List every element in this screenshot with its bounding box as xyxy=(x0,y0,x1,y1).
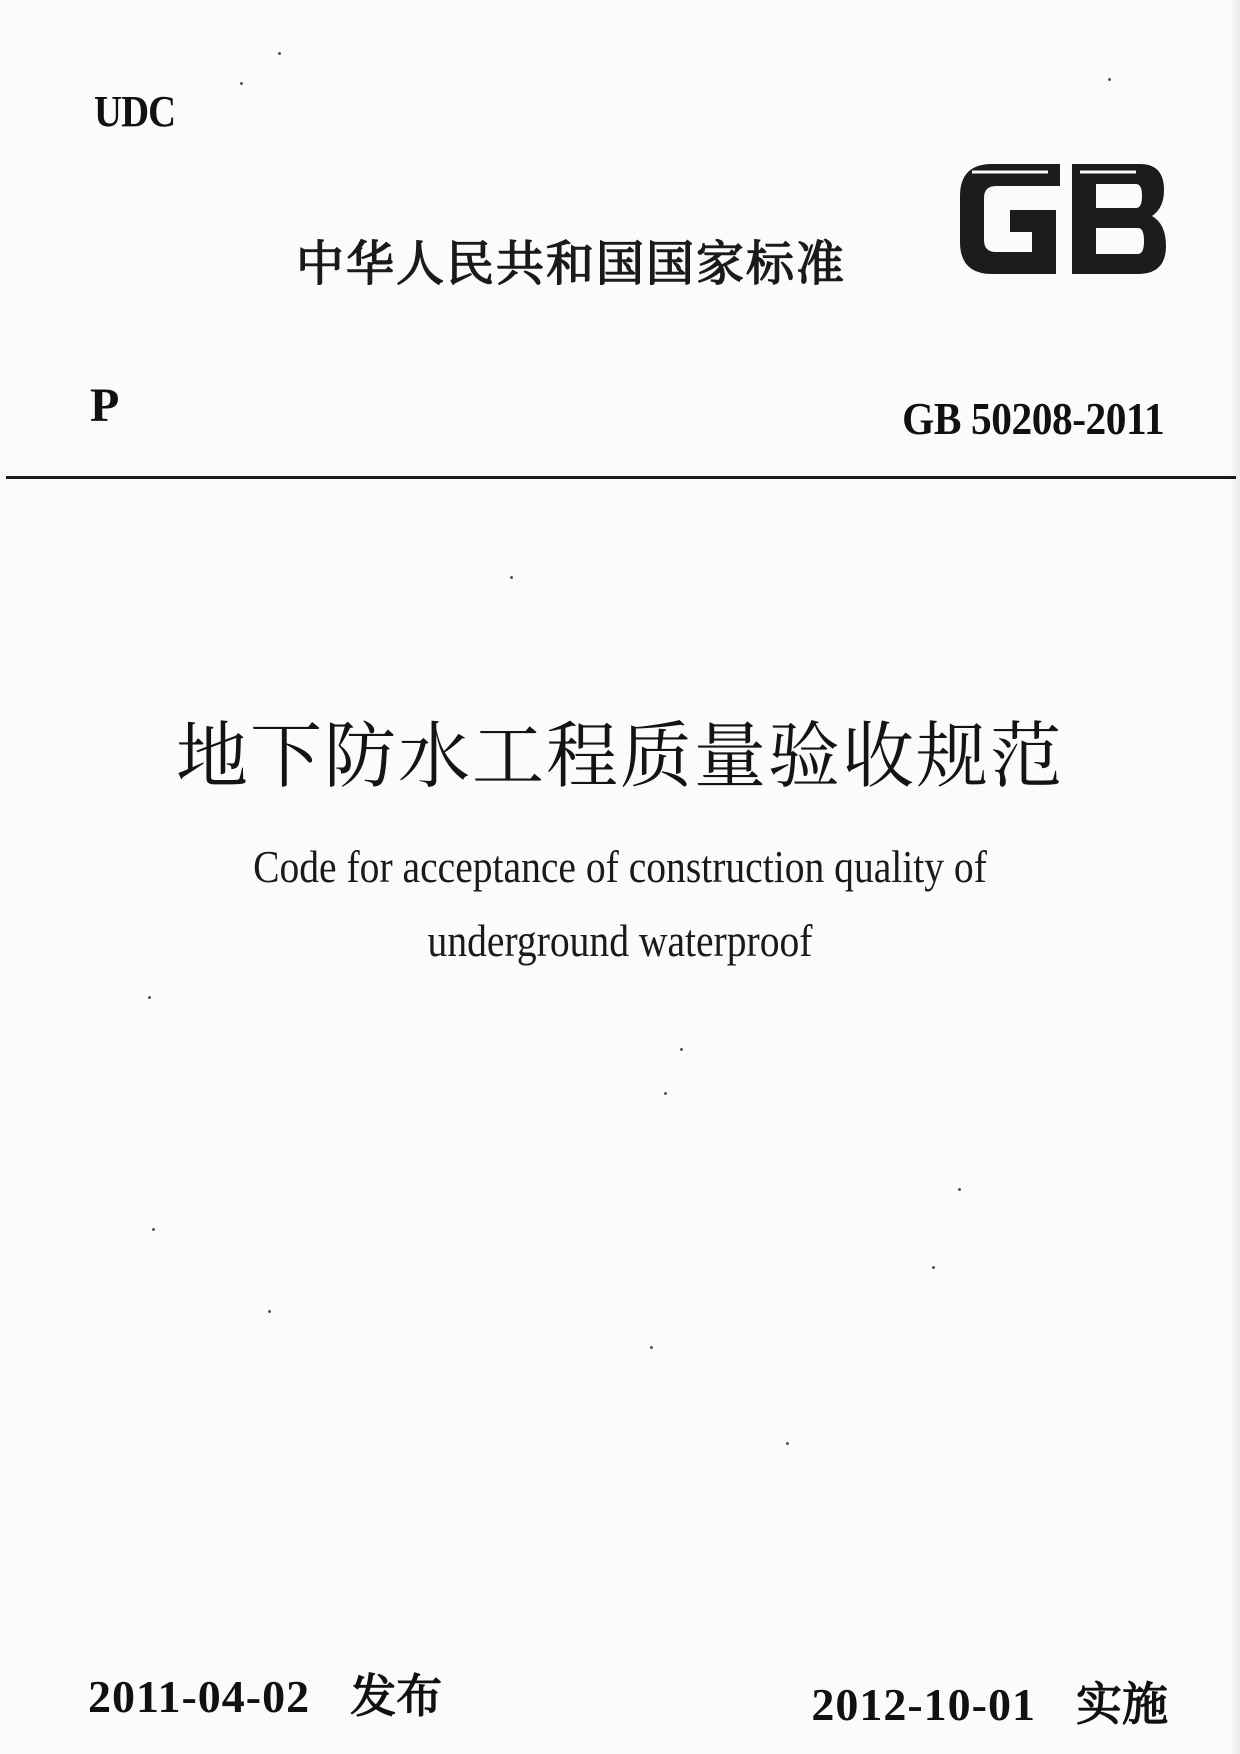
header-divider xyxy=(6,476,1236,479)
scan-speck xyxy=(958,1188,961,1191)
classification-code: P xyxy=(90,379,120,432)
scan-speck xyxy=(278,52,281,55)
gb-logo-icon xyxy=(952,150,1174,288)
issue-date: 2011-04-02 xyxy=(88,1671,311,1722)
scan-speck xyxy=(1108,78,1111,81)
effective-date: 2012-10-01 xyxy=(811,1679,1036,1730)
scan-edge-shadow xyxy=(1230,0,1240,1754)
issue-label: 发布 xyxy=(350,1669,443,1723)
issue-date-block xyxy=(88,1660,442,1726)
effective-label: 实施 xyxy=(1076,1677,1168,1731)
udc-label: UDC xyxy=(94,87,176,136)
scan-speck xyxy=(510,576,513,579)
title-english-line-1: Code for acceptance of construction quality of xyxy=(253,841,987,892)
title-chinese: 地下防水工程质量验收规范 xyxy=(175,714,1064,798)
scan-speck xyxy=(268,1310,271,1313)
scan-speck xyxy=(786,1442,789,1445)
scan-speck xyxy=(240,82,243,85)
scan-speck xyxy=(932,1266,935,1269)
scan-speck xyxy=(680,1048,683,1051)
scan-speck xyxy=(650,1346,653,1349)
effective-date-block xyxy=(811,1668,1168,1734)
standard-number: GB 50208-2011 xyxy=(901,393,1164,444)
title-english xyxy=(87,830,1153,978)
title-english-line-2: underground waterproof xyxy=(427,915,813,966)
scan-speck xyxy=(664,1092,667,1095)
scan-speck xyxy=(152,1228,155,1231)
national-standard-title: 中华人民共和国国家标准 xyxy=(296,236,847,292)
scan-speck xyxy=(148,996,151,999)
